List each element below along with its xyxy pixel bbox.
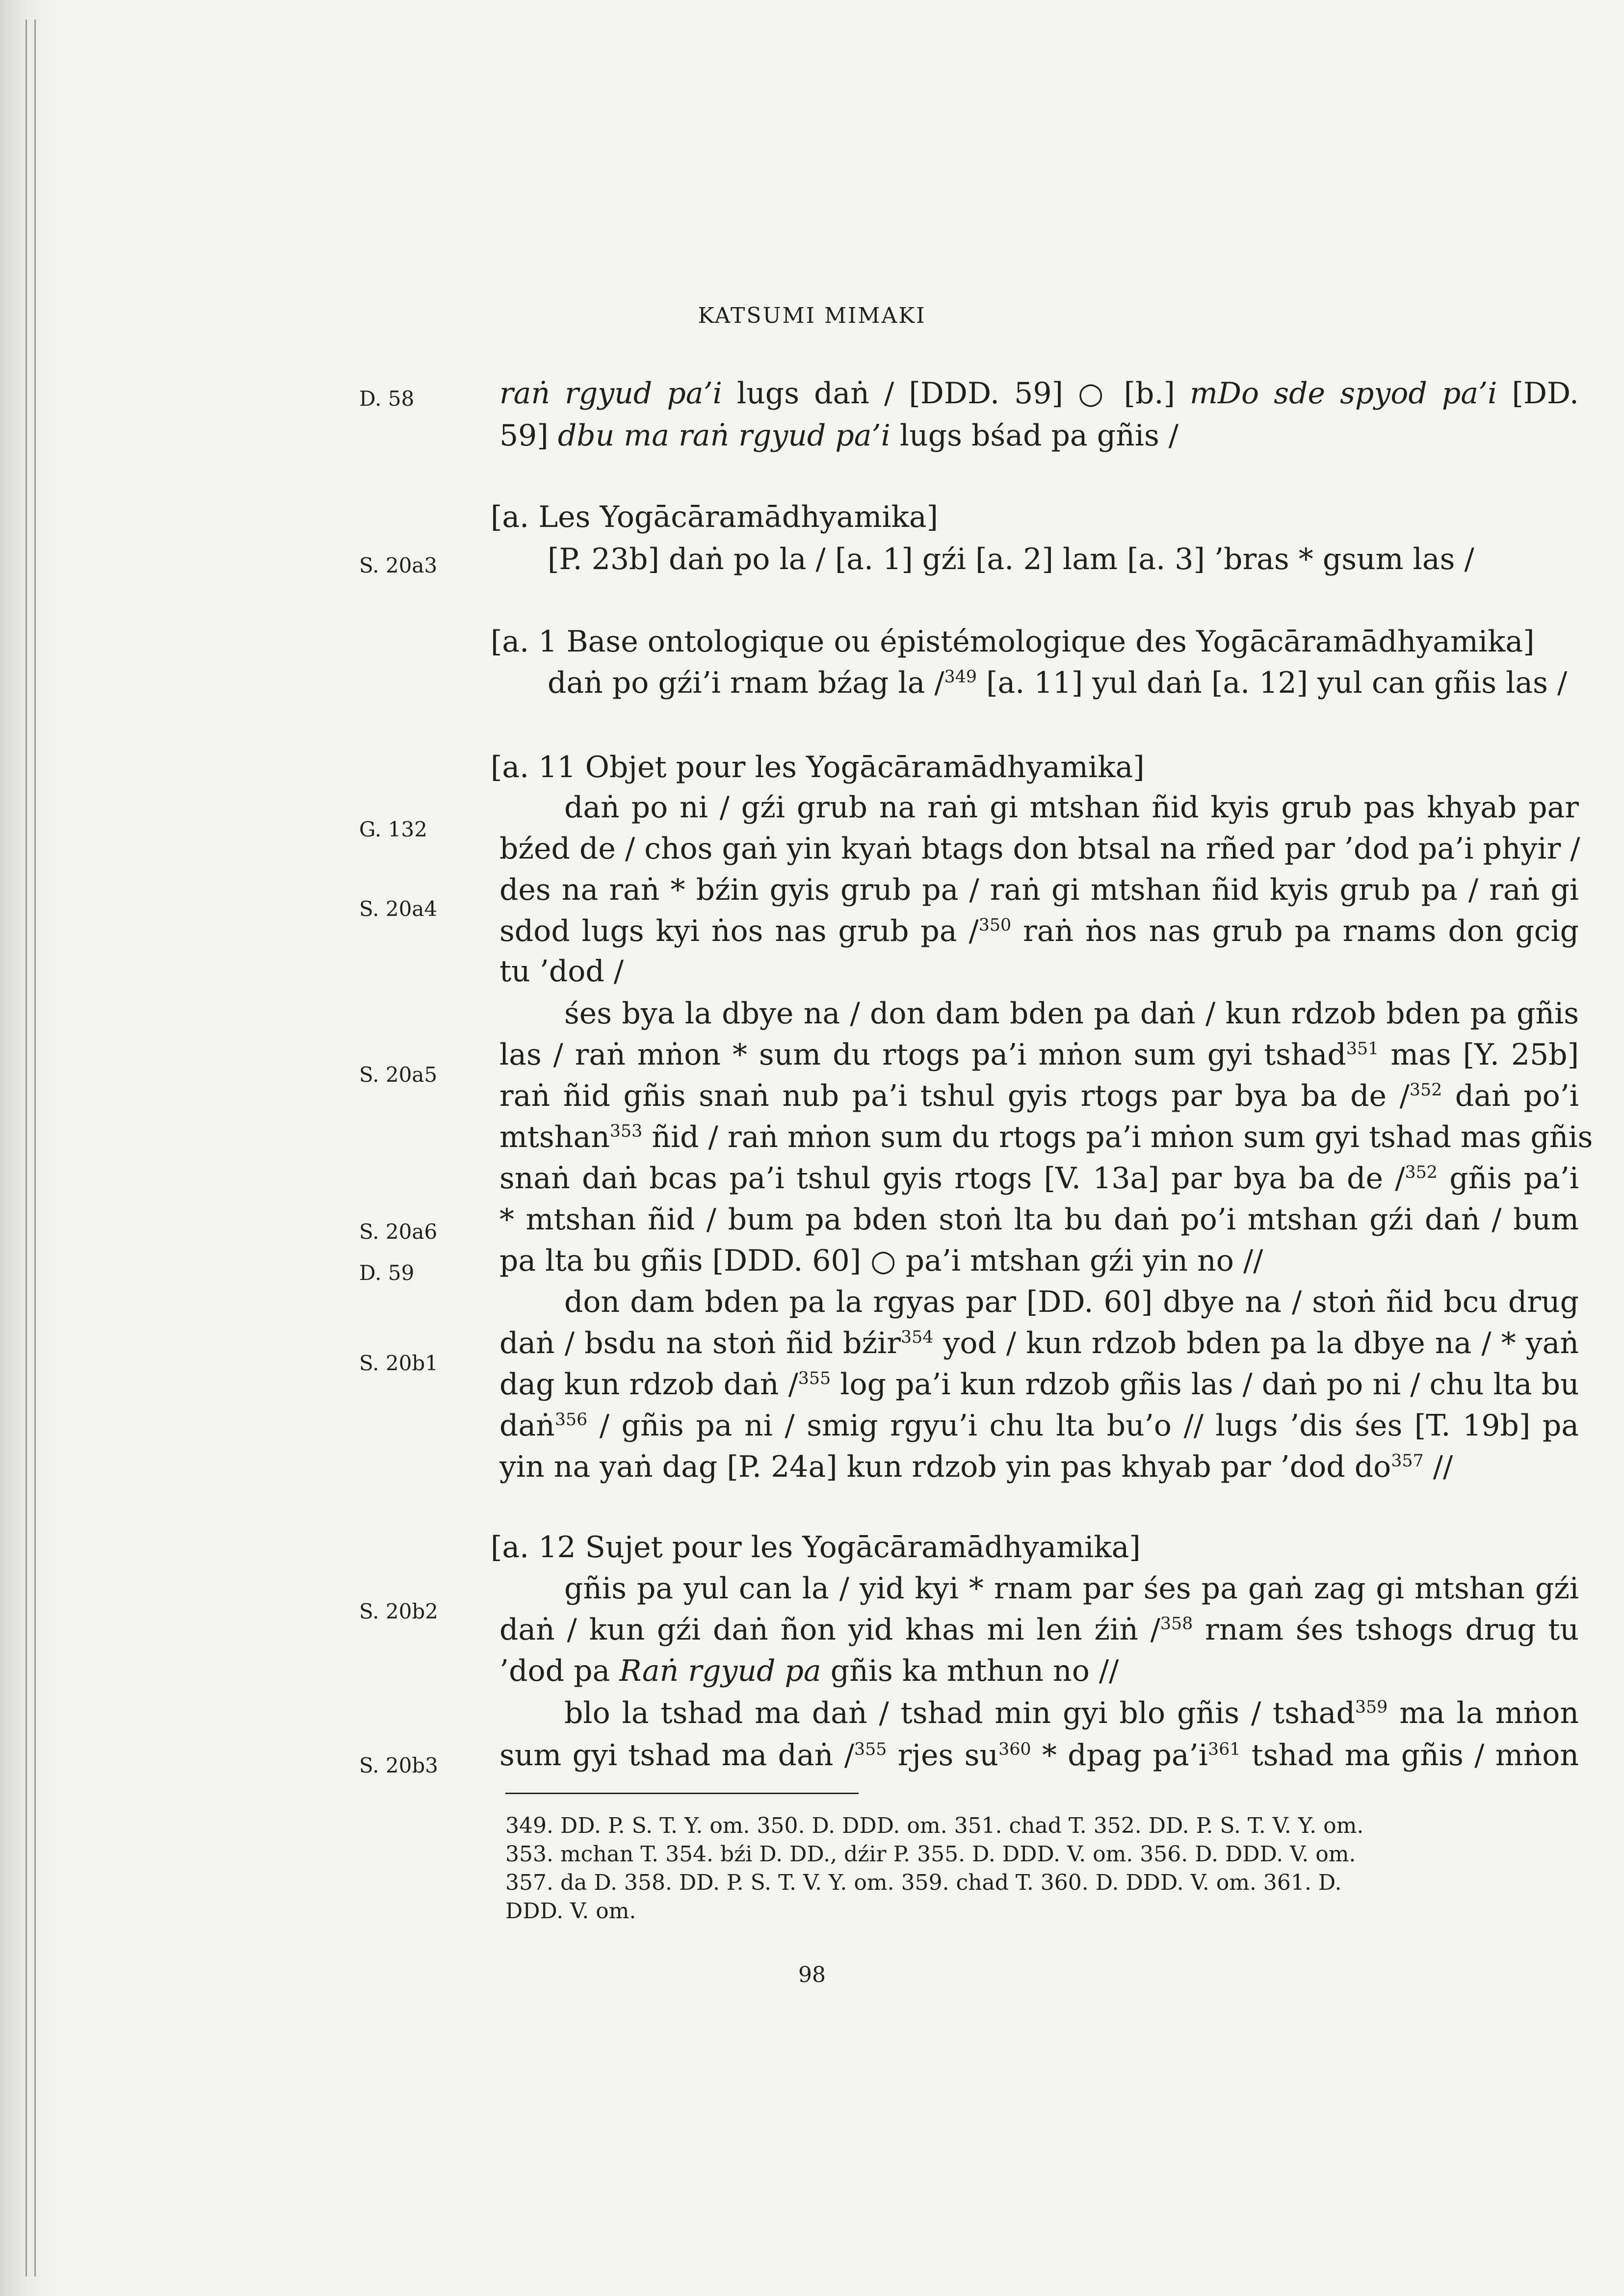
- footnote-ref: 355: [854, 1740, 887, 1759]
- text-line: pa lta bu gñis [DDD. 60] ○ pa’i mtshan gźi yin no //: [499, 1244, 1263, 1278]
- margin-ref-d58: D. 58: [359, 387, 415, 411]
- footnote-ref: 349: [944, 667, 977, 687]
- running-head: KATSUMI MIMAKI: [698, 303, 926, 328]
- section-heading-a12: [a. 12 Sujet pour les Yogācāramādhyamika]: [491, 1530, 1141, 1565]
- footnote-ref: 355: [798, 1369, 831, 1388]
- footnote-ref: 361: [1207, 1740, 1241, 1759]
- section-heading-a11: [a. 11 Objet pour les Yogācāramādhyamika]: [491, 750, 1145, 784]
- margin-ref-s20b2: S. 20b2: [359, 1599, 439, 1623]
- footnote-line: 357. da D. 358. DD. P. S. T. V. Y. om. 359. chad T. 360. D. DDD. V. om. 361. D.: [505, 1870, 1342, 1895]
- text-line: raṅ rgyud pa’i lugs daṅ / [DDD. 59] ○ [b.] mDo sde spyod pa’i [DD.: [499, 376, 1579, 411]
- footnote-rule: [505, 1793, 859, 1794]
- footnote-ref: 360: [998, 1740, 1031, 1759]
- text-line: las / raṅ mṅon * sum du rtogs pa’i mṅon sum gyi tshad$^{351}$ mas [Y. 25b]: [499, 1038, 1579, 1072]
- text-line: mtshan$^{353}$ ñid / raṅ mṅon sum du rtogs pa’i mṅon sum gyi tshad mas gñis: [499, 1120, 1593, 1154]
- binding-edge-line: [26, 20, 27, 2276]
- text-line: 59] dbu ma raṅ rgyud pa’i lugs bśad pa gñis /: [499, 418, 1179, 453]
- text-line: ’dod pa Raṅ rgyud pa gñis ka mthun no //: [499, 1654, 1119, 1688]
- footnote-ref: 357: [1391, 1451, 1424, 1471]
- text-line: śes bya la dbye na / don dam bden pa daṅ / kun rdzob bden pa gñis: [564, 996, 1579, 1031]
- text-line: des na raṅ * bźin gyis grub pa / raṅ gi mtshan ñid kyis grub pa / raṅ gi: [499, 873, 1579, 907]
- section-heading-a: [a. Les Yogācāramādhyamika]: [491, 500, 939, 534]
- text-line: gñis pa yul can la / yid kyi * rnam par śes pa gaṅ zag gi mtshan gźi: [564, 1571, 1579, 1606]
- footnote-ref: 352: [1409, 1080, 1442, 1100]
- footnote-ref: 356: [554, 1410, 588, 1430]
- text-line: snaṅ daṅ bcas pa’i tshul gyis rtogs [V. 13a] par bya ba de /$^{352}$ gñis pa’i: [499, 1161, 1579, 1196]
- margin-ref-s20a6: S. 20a6: [359, 1220, 438, 1244]
- text-line: daṅ po gźi’i rnam bźag la /$^{349}$ [a. 11] yul daṅ [a. 12] yul can gñis las /: [548, 666, 1568, 700]
- margin-ref-d59: D. 59: [359, 1261, 415, 1285]
- section-heading-a1: [a. 1 Base ontologique ou épistémologique des Yogācāramādhyamika]: [491, 625, 1535, 659]
- margin-ref-s20b1: S. 20b1: [359, 1351, 439, 1375]
- text-line: don dam bden pa la rgyas par [DD. 60] dbye na / stoṅ ñid bcu drug: [564, 1285, 1579, 1319]
- text-line: sdod lugs kyi ṅos nas grub pa /$^{350}$ raṅ ṅos nas grub pa rnams don gcig: [499, 914, 1579, 948]
- footnote-ref: 352: [1405, 1163, 1438, 1182]
- footnote-ref: 353: [609, 1122, 643, 1141]
- margin-ref-s20a4: S. 20a4: [359, 897, 438, 921]
- binding-shadow: [0, 0, 54, 2296]
- text-line: daṅ / kun gźi daṅ ñon yid khas mi len źiṅ /$^{358}$ rnam śes tshogs drug tu: [499, 1613, 1579, 1647]
- margin-ref-s20a3: S. 20a3: [359, 553, 438, 577]
- text-line: bźed de / chos gaṅ yin kyaṅ btags don btsal na rñed par ’dod pa’i phyir /: [499, 832, 1580, 866]
- text-line: yin na yaṅ dag [P. 24a] kun rdzob yin pas khyab par ’dod $do^{357}$ //: [499, 1450, 1453, 1484]
- text-line: blo la tshad ma daṅ / tshad min gyi blo gñis / tshad$^{359}$ ma la mṅon: [564, 1696, 1579, 1730]
- footnote-line: DDD. V. om.: [505, 1899, 636, 1924]
- page-number: 98: [798, 1962, 826, 1987]
- margin-ref-s20b3: S. 20b3: [359, 1753, 439, 1777]
- footnote-line: 349. DD. P. S. T. Y. om. 350. D. DDD. om. 351. chad T. 352. DD. P. S. T. V. Y. om.: [505, 1813, 1364, 1838]
- text-line: raṅ ñid gñis snaṅ nub pa’i tshul gyis rtogs par bya ba de /$^{352}$ daṅ po’i: [499, 1079, 1579, 1113]
- text-line: dag kun rdzob daṅ /$^{355}$ log pa’i kun rdzob gñis las / daṅ po ni / chu lta bu: [499, 1367, 1579, 1402]
- footnote-ref: 351: [1346, 1039, 1379, 1059]
- footnote-ref: 350: [978, 915, 1012, 935]
- text-line: daṅ / bsdu na stoṅ ñid bźir$^{354}$ yod / kun rdzob bden pa la dbye na / * yaṅ: [499, 1326, 1579, 1360]
- text-line: daṅ$^{356}$ / gñis pa ni / smig rgyu’i chu lta bu’o // lugs ’dis śes [T. 19b] pa: [499, 1409, 1579, 1443]
- footnote-ref: 358: [1160, 1614, 1193, 1634]
- footnote-line: 353. mchan T. 354. bźi D. DD., dźir P. 355. D. DDD. V. om. 356. D. DDD. V. om.: [505, 1842, 1356, 1867]
- binding-edge-line: [34, 20, 36, 2276]
- text-line: tu ’dod /: [499, 954, 624, 989]
- text-line: [P. 23b] daṅ po la / [a. 1] gźi [a. 2] lam [a. 3] ’bras * gsum las /: [548, 542, 1474, 576]
- text-line: sum gyi tshad ma daṅ /$^{355}$ rjes $su^{360}$ * dpag $pa’i^{361}$ tshad ma gñis / mṅon: [499, 1738, 1579, 1773]
- footnote-ref: 354: [900, 1328, 934, 1347]
- text-line: daṅ po ni / gźi grub na raṅ gi mtshan ñid kyis grub pas khyab par: [564, 790, 1579, 825]
- margin-ref-g132: G. 132: [359, 817, 427, 841]
- footnote-ref: 359: [1355, 1697, 1388, 1717]
- margin-ref-s20a5: S. 20a5: [359, 1063, 438, 1087]
- text-line: * mtshan ñid / bum pa bden stoṅ lta bu daṅ po’i mtshan gźi daṅ / bum: [499, 1202, 1579, 1237]
